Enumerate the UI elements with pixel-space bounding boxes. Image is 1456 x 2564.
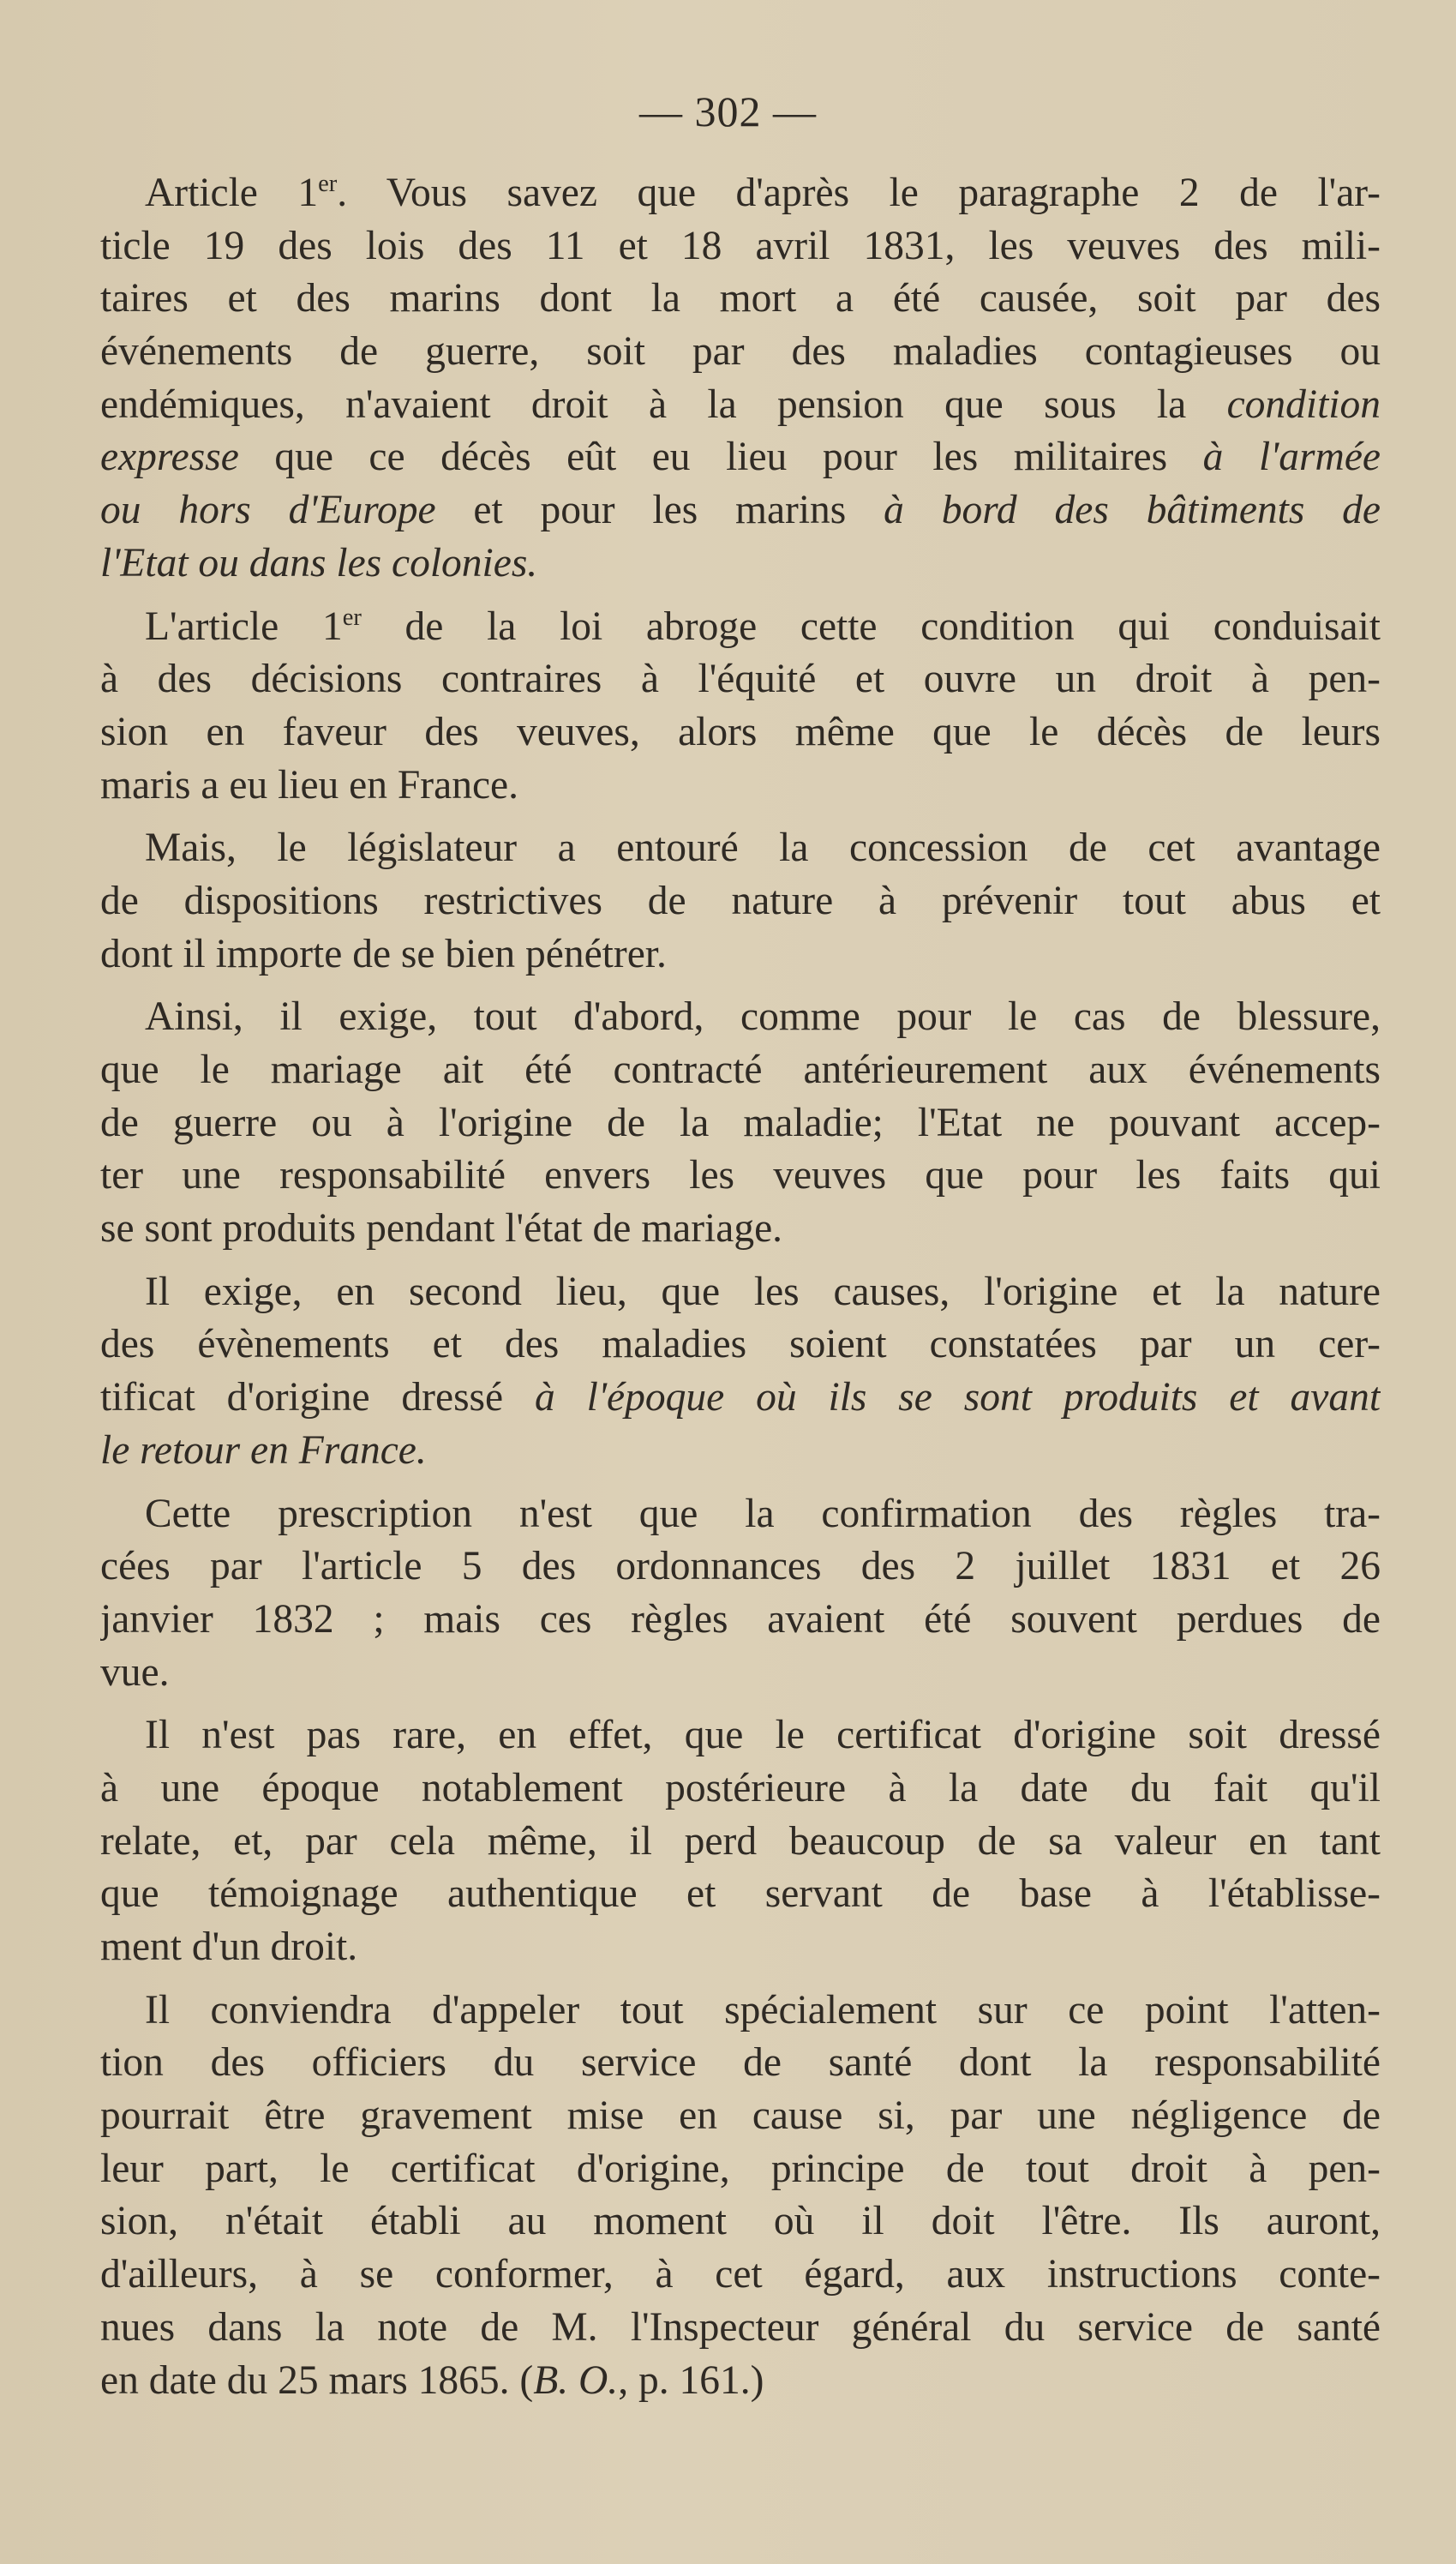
italic-text: expresse [100, 435, 239, 480]
text-run: à des décisions contraires à l'équité et ouvre un droit à pen- [100, 657, 1381, 702]
text-line [100, 1150, 1381, 1203]
text-line [100, 1921, 1381, 1974]
paragraph-gap [100, 1699, 1381, 1709]
text-run: endémiques, n'avaient droit à la pension que sous la [100, 381, 1227, 427]
text-line [100, 1318, 1381, 1372]
text-run: que témoignage authentique et servant de base à l'établisse- [100, 1871, 1381, 1917]
text-run: se sont produits pendant l'état de mariage. [100, 1206, 783, 1252]
text-line [100, 875, 1381, 928]
text-line [100, 2195, 1381, 2249]
paragraph [100, 1985, 1381, 2408]
paragraph-gap [100, 1974, 1381, 1985]
text-line [100, 2143, 1381, 2196]
text-line [100, 1709, 1381, 1762]
italic-text: à l'époque où ils se sont produits et avant [535, 1375, 1381, 1420]
text-line [100, 1594, 1381, 1647]
text-line [100, 1372, 1381, 1425]
text-run: sion, n'était établi au moment où il doit l'être. Ils auront, [100, 2199, 1381, 2244]
text-run: ticle 19 des lois des 11 et 18 avril 1831, les veuves des mili- [100, 223, 1381, 268]
paragraph-gap [100, 1256, 1381, 1266]
text-run: événements de guerre, soit par des maladies contagieuses ou [100, 329, 1381, 375]
text-run: dont il importe de se bien pénétrer. [100, 931, 667, 976]
text-run: taires et des marins dont la mort a été causée, soit par des [100, 276, 1381, 321]
text-run: sion en faveur des veuves, alors même que le décès de leurs [100, 709, 1381, 754]
text-line [100, 484, 1381, 537]
text-line [100, 1985, 1381, 2038]
italic-text: B. O. [533, 2357, 619, 2403]
text-line [100, 2037, 1381, 2090]
italic-text: l'Etat ou dans les colonies. [100, 540, 538, 585]
text-line [100, 1868, 1381, 1921]
italic-text: ou hors d'Europe [100, 488, 436, 533]
text-run: que le mariage ait été contracté antérieurement aux événements [100, 1048, 1381, 1092]
text-line [100, 2302, 1381, 2355]
text-line [100, 326, 1381, 379]
text-run: Mais, le législateur a entouré la concession de cet avantage [145, 826, 1381, 871]
text-line [100, 1266, 1381, 1319]
superscript: er [318, 170, 338, 197]
paragraph [100, 167, 1381, 591]
text-line [100, 273, 1381, 326]
paragraph [100, 1709, 1381, 1973]
superscript: er [342, 603, 362, 631]
text-line [100, 1540, 1381, 1594]
paragraph-gap [100, 812, 1381, 822]
text-run: Il exige, en second lieu, que les causes, l'origine et la nature [145, 1269, 1381, 1314]
paragraph [100, 601, 1381, 813]
page-number: — 302 — [639, 87, 817, 135]
text-run: Ainsi, il exige, tout d'abord, comme pour le cas de blessure, [145, 994, 1381, 1040]
text-line [100, 1425, 1381, 1478]
body-text [100, 167, 1381, 2407]
text-line [100, 1647, 1381, 1700]
text-run: janvier 1832 ; mais ces règles avaient été souvent perdues de [100, 1596, 1381, 1642]
italic-text: à bord des bâtiments de [884, 488, 1381, 533]
paragraph-gap [100, 591, 1381, 601]
text-run: à une époque notablement postérieure à la date du fait qu'il [100, 1765, 1381, 1810]
text-run: de dispositions restrictives de nature à prévenir tout abus et [100, 878, 1381, 923]
text-line [100, 1203, 1381, 1256]
text-run: d'ailleurs, à se conformer, à cet égard, aux instructions conte- [100, 2252, 1381, 2297]
text-run: , p. 161.) [618, 2357, 764, 2403]
text-line [100, 1816, 1381, 1869]
text-run: cées par l'article 5 des ordonnances des 2 juillet 1831 et 26 [100, 1544, 1381, 1589]
text-line [100, 431, 1381, 484]
italic-text: à l'armée [1202, 435, 1381, 480]
text-run: Article 1 [145, 171, 319, 215]
text-line [100, 1762, 1381, 1816]
paragraph [100, 822, 1381, 981]
text-run: vue. [100, 1649, 170, 1695]
paragraph [100, 1266, 1381, 1478]
text-run: Il n'est pas rare, en effet, que le certificat d'origine soit dressé [145, 1713, 1381, 1758]
text-line [100, 653, 1381, 706]
text-run: Il conviendra d'appeler tout spécialement sur ce point l'atten- [145, 1987, 1381, 2033]
text-line [100, 1488, 1381, 1541]
text-run: ter une responsabilité envers les veuves que pour les faits qui [100, 1153, 1381, 1198]
paragraph-gap [100, 1478, 1381, 1488]
text-run: tificat d'origine dressé [100, 1375, 536, 1420]
text-line [100, 220, 1381, 273]
text-line [100, 2249, 1381, 2302]
text-run: que ce décès eût eu lieu pour les militaires [238, 435, 1203, 480]
text-run: L'article 1 [145, 603, 343, 649]
text-line [100, 601, 1381, 654]
text-line [100, 537, 1381, 591]
text-run: de guerre ou à l'origine de la maladie; l'Etat ne pouvant accep- [100, 1100, 1381, 1145]
text-line [100, 991, 1381, 1044]
italic-text: condition [1226, 381, 1381, 427]
text-line [100, 167, 1381, 220]
text-line [100, 2090, 1381, 2143]
text-run: leur part, le certificat d'origine, principe de tout droit à pen- [100, 2146, 1381, 2191]
text-line [100, 1044, 1381, 1097]
text-line [100, 379, 1381, 432]
text-run: Cette prescription n'est que la confirmation des règles tra- [145, 1491, 1381, 1536]
text-run: pourrait être gravement mise en cause si, par une négligence de [100, 2093, 1381, 2139]
text-run: relate, et, par cela même, il perd beaucoup de sa valeur en tant [100, 1818, 1381, 1864]
italic-text: le retour en France. [100, 1427, 427, 1473]
text-run: des évènements et des maladies soient constatées par un cer- [100, 1322, 1381, 1367]
text-run: maris a eu lieu en France. [100, 762, 518, 808]
text-line [100, 822, 1381, 875]
paragraph [100, 1488, 1381, 1700]
text-run: nues dans la note de M. l'Inspecteur général du service de santé [100, 2304, 1381, 2350]
text-line [100, 760, 1381, 813]
text-run: . Vous savez que d'après le paragraphe 2 de l'ar- [337, 171, 1381, 215]
text-run: en date du 25 mars 1865. ( [100, 2357, 534, 2403]
text-run: ment d'un droit. [100, 1925, 358, 1969]
text-line [100, 706, 1381, 760]
text-run: de la loi abroge cette condition qui conduisait [361, 603, 1381, 649]
text-run: et pour les marins [435, 488, 884, 533]
text-line [100, 2355, 1381, 2408]
text-run: tion des officiers du service de santé dont la responsabilité [100, 2040, 1381, 2086]
paragraph [100, 991, 1381, 1255]
text-line [100, 1097, 1381, 1150]
paragraph-gap [100, 981, 1381, 991]
text-line [100, 928, 1381, 982]
